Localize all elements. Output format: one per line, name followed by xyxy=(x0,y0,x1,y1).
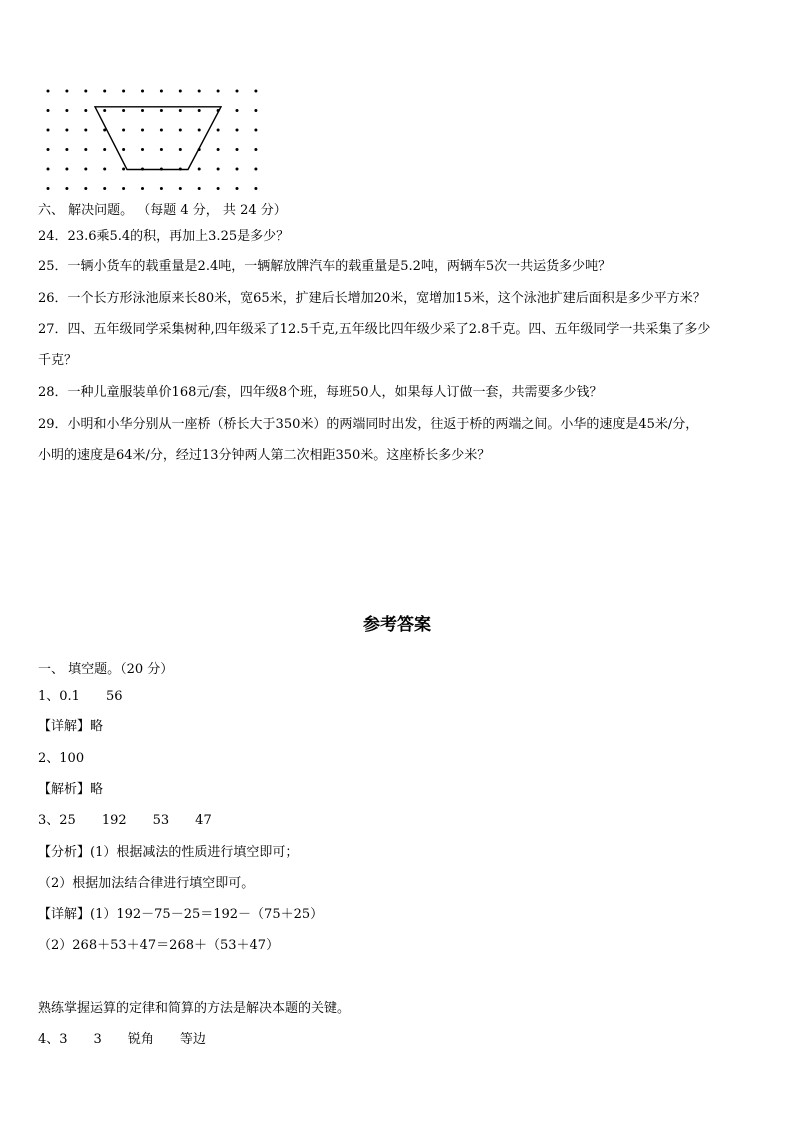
grid-dot xyxy=(179,148,182,151)
grid-dot xyxy=(179,90,182,93)
grid-dot xyxy=(160,129,163,132)
answer-1: 1、0.1 56 xyxy=(38,689,123,704)
grid-dot xyxy=(236,129,239,132)
grid-dot xyxy=(84,168,87,171)
answers-section-1-heading: 一、 填空题。（20 分） xyxy=(38,662,174,677)
grid-dot xyxy=(217,90,220,93)
grid-dot xyxy=(198,168,201,171)
grid-dot xyxy=(47,168,50,171)
answers-title: 参考答案 xyxy=(363,615,431,635)
grid-dot xyxy=(160,90,163,93)
grid-dot xyxy=(198,129,201,132)
grid-dot xyxy=(103,148,106,151)
grid-dot xyxy=(65,187,68,190)
grid-dot xyxy=(65,129,68,132)
grid-dot xyxy=(84,129,87,132)
grid-dot xyxy=(198,187,201,190)
answer-4: 4、3 3 锐角 等边 xyxy=(38,1032,206,1047)
answer-3: 3、25 192 53 47 xyxy=(38,813,212,828)
problem-29-cont: 小明的速度是64米/分，经过13分钟两人第二次相距350米。这座桥长多少米？ xyxy=(38,448,491,463)
answer-1-detail: 【详解】略 xyxy=(38,719,104,734)
grid-dot xyxy=(236,168,239,171)
grid-dot xyxy=(141,187,144,190)
dot-grid-trapezoid-figure xyxy=(40,84,290,194)
problem-27: 27．四、五年级同学采集树种,四年级采了12.5千克,五年级比四年级少采了2.8千克。四、五年级同学一共采集了多少 xyxy=(38,322,711,337)
grid-dot xyxy=(254,187,257,190)
grid-dot xyxy=(47,187,50,190)
grid-dot xyxy=(217,168,220,171)
grid-dot xyxy=(198,109,201,112)
grid-dot xyxy=(47,148,50,151)
problem-24: 24．23.6乘5.4的积，再加上3.25是多少？ xyxy=(38,229,290,244)
grid-dot xyxy=(122,109,125,112)
grid-dot xyxy=(103,187,106,190)
grid-dot xyxy=(103,168,106,171)
grid-dot xyxy=(236,109,239,112)
grid-dot xyxy=(217,187,220,190)
answer-3-detail-2: （2）268＋53＋47＝268＋（53＋47） xyxy=(38,938,280,953)
problem-27-cont: 千克？ xyxy=(38,353,78,368)
grid-dot xyxy=(122,168,125,171)
grid-dot xyxy=(141,90,144,93)
problem-25: 25．一辆小货车的载重量是2.4吨，一辆解放牌汽车的载重量是5.2吨，两辆车5次一共运货多少吨？ xyxy=(38,259,612,274)
grid-dot xyxy=(236,148,239,151)
grid-dot xyxy=(65,109,68,112)
grid-dot xyxy=(254,168,257,171)
answer-3-analysis-2: （2）根据加法结合律进行填空即可。 xyxy=(38,876,255,891)
grid-dot xyxy=(179,129,182,132)
grid-dot xyxy=(122,187,125,190)
grid-dot xyxy=(179,109,182,112)
grid-dot xyxy=(84,109,87,112)
grid-dot xyxy=(160,148,163,151)
grid-dot xyxy=(254,129,257,132)
answer-2: 2、100 xyxy=(38,751,85,766)
answer-2-analysis: 【解析】略 xyxy=(38,782,104,797)
grid-dot xyxy=(122,148,125,151)
section-6-heading: 六、 解决问题。 （每题 4 分， 共 24 分） xyxy=(38,203,287,218)
grid-dot xyxy=(103,109,106,112)
grid-dot xyxy=(141,148,144,151)
grid-dot xyxy=(65,90,68,93)
grid-dot xyxy=(254,90,257,93)
grid-dot xyxy=(47,129,50,132)
grid-dot xyxy=(47,109,50,112)
problem-28: 28．一种儿童服装单价168元/套，四年级8个班，每班50人，如果每人订做一套，共需要多少钱？ xyxy=(38,385,603,400)
grid-dot xyxy=(236,187,239,190)
grid-dot xyxy=(47,90,50,93)
grid-dot xyxy=(217,129,220,132)
grid-dot xyxy=(141,129,144,132)
grid-dot xyxy=(254,109,257,112)
grid-dot xyxy=(122,90,125,93)
grid-dot xyxy=(141,109,144,112)
answer-3-analysis: 【分析】(1）根据减法的性质进行填空即可； xyxy=(38,845,299,860)
problem-29: 29．小明和小华分别从一座桥（桥长大于350米）的两端同时出发，往返于桥的两端之间。小华的速度是45米/分， xyxy=(38,417,699,432)
grid-dot xyxy=(84,90,87,93)
grid-dot xyxy=(236,90,239,93)
grid-dot xyxy=(179,187,182,190)
problem-26: 26．一个长方形泳池原来长80米，宽65米，扩建后长增加20米，宽增加15米，这个泳池扩建后面积是多少平方米？ xyxy=(38,291,706,306)
grid-dot xyxy=(103,90,106,93)
trapezoid-shape xyxy=(95,107,221,170)
grid-dot xyxy=(84,187,87,190)
grid-dot xyxy=(254,148,257,151)
grid-dot xyxy=(65,148,68,151)
grid-dot xyxy=(217,148,220,151)
grid-dot xyxy=(84,148,87,151)
grid-dot xyxy=(198,90,201,93)
grid-dot xyxy=(65,168,68,171)
grid-dot xyxy=(160,109,163,112)
answer-3-summary: 熟练掌握运算的定律和简算的方法是解决本题的关键。 xyxy=(38,1001,351,1016)
answer-3-detail: 【详解】(1）192－75－25＝192－（75＋25） xyxy=(38,907,324,922)
grid-dot xyxy=(122,129,125,132)
grid-dot xyxy=(160,187,163,190)
